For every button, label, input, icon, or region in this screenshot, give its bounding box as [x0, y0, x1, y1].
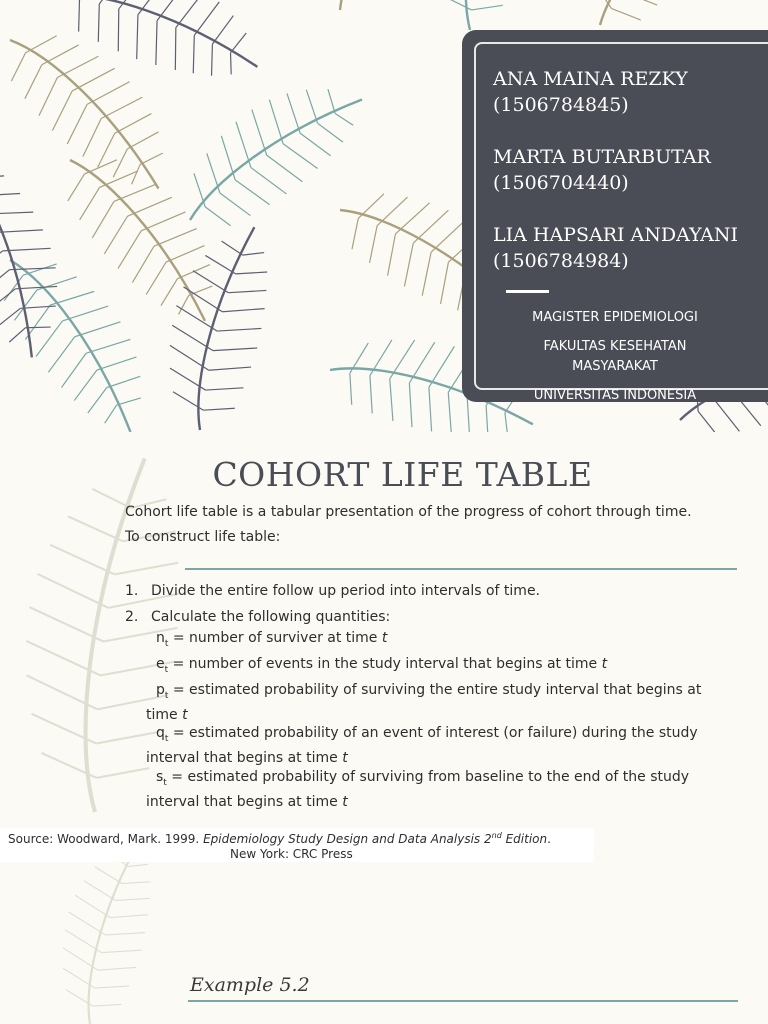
author-id: (1506704440): [493, 172, 629, 194]
author-id: (1506784984): [493, 250, 629, 272]
definition-s: $s_t$ = estimated probability of surviving from baseline to the end of the study interval that begins at time t: [146, 769, 690, 810]
feather-slate-top: [48, 0, 276, 99]
affiliation-faculty-line1: FAKULTAS KESEHATAN: [543, 339, 687, 354]
list-item: [125, 604, 725, 630]
author-name: ANA MAINA REZKY: [493, 68, 688, 90]
list-item: [125, 578, 725, 604]
source-citation: [0, 828, 594, 862]
feather-olive-top: [292, 0, 474, 27]
citation-line: Source: Woodward, Mark. 1999. Epidemiology Study Design and Data Analysis 2nd Edition.: [8, 831, 551, 846]
example-heading: Example 5.2: [190, 974, 310, 996]
list-number: 2.: [125, 609, 139, 625]
feather-teal-left: [0, 228, 176, 432]
slide-title: COHORT LIFE TABLE: [212, 455, 593, 494]
affiliation-program: MAGISTER EPIDEMIOLOGI: [532, 310, 698, 325]
example-rule: [188, 1000, 738, 1002]
intro-text: Cohort life table is a tabular presentation of the progress of cohort through time.: [125, 504, 692, 520]
definition-e: $e_t$ = number of events in the study interval that begins at time t: [156, 656, 608, 675]
feather-slate-left: [0, 141, 84, 369]
author-list: [493, 66, 763, 274]
steps-list: [125, 578, 725, 630]
definition-n: $n_t$ = number of surviver at time t: [156, 630, 388, 649]
title-slide: [0, 0, 768, 432]
panel-divider: [506, 290, 549, 293]
section-rule: [185, 568, 737, 570]
affiliation-faculty-line2: MASYARAKAT: [572, 359, 658, 374]
affiliation-university: UNIVERSITAS INDONESIA: [533, 388, 697, 403]
list-text: Calculate the following quantities:: [151, 609, 391, 625]
author-name: LIA HAPSARI ANDAYANI: [493, 224, 738, 246]
citation-publisher: New York: CRC Press: [230, 847, 353, 861]
definition-q: $q_t$ = estimated probability of an event of interest (or failure) during the study interval that begins at time t: [146, 725, 698, 766]
feather-teal-center: [158, 54, 381, 247]
author-id: (1506784845): [493, 94, 629, 116]
author-name: MARTA BUTARBUTAR: [493, 146, 711, 168]
list-number: 1.: [125, 583, 139, 599]
feather-slate-middle: [147, 213, 287, 432]
list-text: Divide the entire follow up period into intervals of time.: [151, 583, 541, 599]
definition-p: $p_t$ = estimated probability of surviving the entire study interval that begins at time t: [146, 682, 702, 723]
construct-text: To construct life table:: [125, 529, 281, 545]
